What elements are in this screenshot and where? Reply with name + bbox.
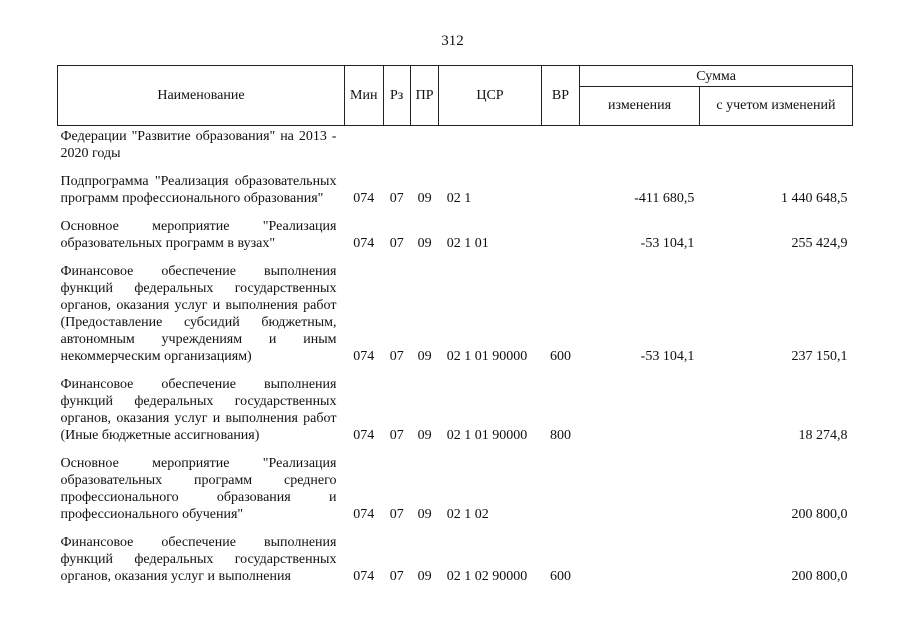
row-vr [541,162,580,207]
row-name: Основное мероприятие "Реализация образовательных программ в вузах" [60,219,337,251]
row-total: 1 440 648,5 [781,191,848,206]
header-sum: Сумма [580,66,853,87]
row-vr: 600 [549,569,571,584]
row-vr: 600 [549,349,571,364]
row-name: Основное мероприятие "Реализация образовательных программ среднего профессионального образования и профессионального обучения" [60,456,337,522]
header-min: Мин [344,66,383,126]
header-csr: ЦСР [439,66,541,126]
row-total: 18 274,8 [798,428,848,443]
row-pr: 09 [417,349,432,364]
table-row [58,162,853,207]
row-rz: 07 [389,569,404,584]
row-vr [541,207,580,252]
row-rz: 07 [389,349,404,364]
row-pr: 09 [417,236,432,251]
row-total [699,126,852,163]
row-min: 074 [353,569,375,584]
table-row [58,523,853,585]
header-changes: изменения [580,87,700,126]
table-row [58,207,853,252]
header-rz: Рз [383,66,410,126]
row-changes [580,444,700,523]
row-vr [541,126,580,163]
row-name: Финансовое обеспечение выполнения функций федеральных государственных органов, оказания услуг и выполнения [60,535,337,584]
header-name: Наименование [58,66,345,126]
row-total: 200 800,0 [791,507,848,522]
table-row [58,444,853,523]
row-changes [580,523,700,585]
row-name: Федерации "Развитие образования" на 2013 - 2020 годы [60,129,337,161]
row-total: 237 150,1 [791,349,848,364]
row-csr [439,126,541,163]
header-with-changes: с учетом изменений [699,87,852,126]
row-min: 074 [353,191,375,206]
row-csr: 02 1 [446,191,472,206]
table-row [58,365,853,444]
row-pr: 09 [417,191,432,206]
row-csr: 02 1 02 90000 [446,569,528,584]
header-pr: ПР [410,66,438,126]
row-rz: 07 [389,236,404,251]
row-changes [580,126,700,163]
row-name: Подпрограмма "Реализация образовательных программ профессионального образования" [60,174,337,206]
row-min [344,126,383,163]
table-row [58,252,853,365]
row-csr: 02 1 01 [446,236,489,251]
row-rz: 07 [389,507,404,522]
row-min: 074 [353,507,375,522]
row-min: 074 [353,349,375,364]
row-total: 255 424,9 [791,236,848,251]
table-row [58,126,853,163]
row-vr: 800 [549,428,571,443]
row-pr [410,126,438,163]
row-changes: -53 104,1 [640,349,695,364]
row-min: 074 [353,428,375,443]
row-rz: 07 [389,428,404,443]
row-changes [580,365,700,444]
row-pr: 09 [417,507,432,522]
row-min: 074 [353,236,375,251]
row-name: Финансовое обеспечение выполнения функций федеральных государственных органов, оказания услуг и выполнения работ (Предоставление субсидий бюджетным, автономным учреждениям и иным некоммерческим организациям) [60,264,337,364]
row-pr: 09 [417,428,432,443]
row-pr: 09 [417,569,432,584]
header-vr: ВР [541,66,580,126]
row-changes: -53 104,1 [640,236,695,251]
row-csr: 02 1 02 [446,507,489,522]
budget-table [57,65,853,585]
row-csr: 02 1 01 90000 [446,349,528,364]
row-changes: -411 680,5 [634,191,695,206]
page-number: 312 [441,33,464,49]
row-vr [541,444,580,523]
row-name: Финансовое обеспечение выполнения функций федеральных государственных органов, оказания услуг и выполнения работ (Иные бюджетные ассигнования) [60,377,337,443]
row-rz [383,126,410,163]
row-rz: 07 [389,191,404,206]
row-csr: 02 1 01 90000 [446,428,528,443]
row-total: 200 800,0 [791,569,848,584]
